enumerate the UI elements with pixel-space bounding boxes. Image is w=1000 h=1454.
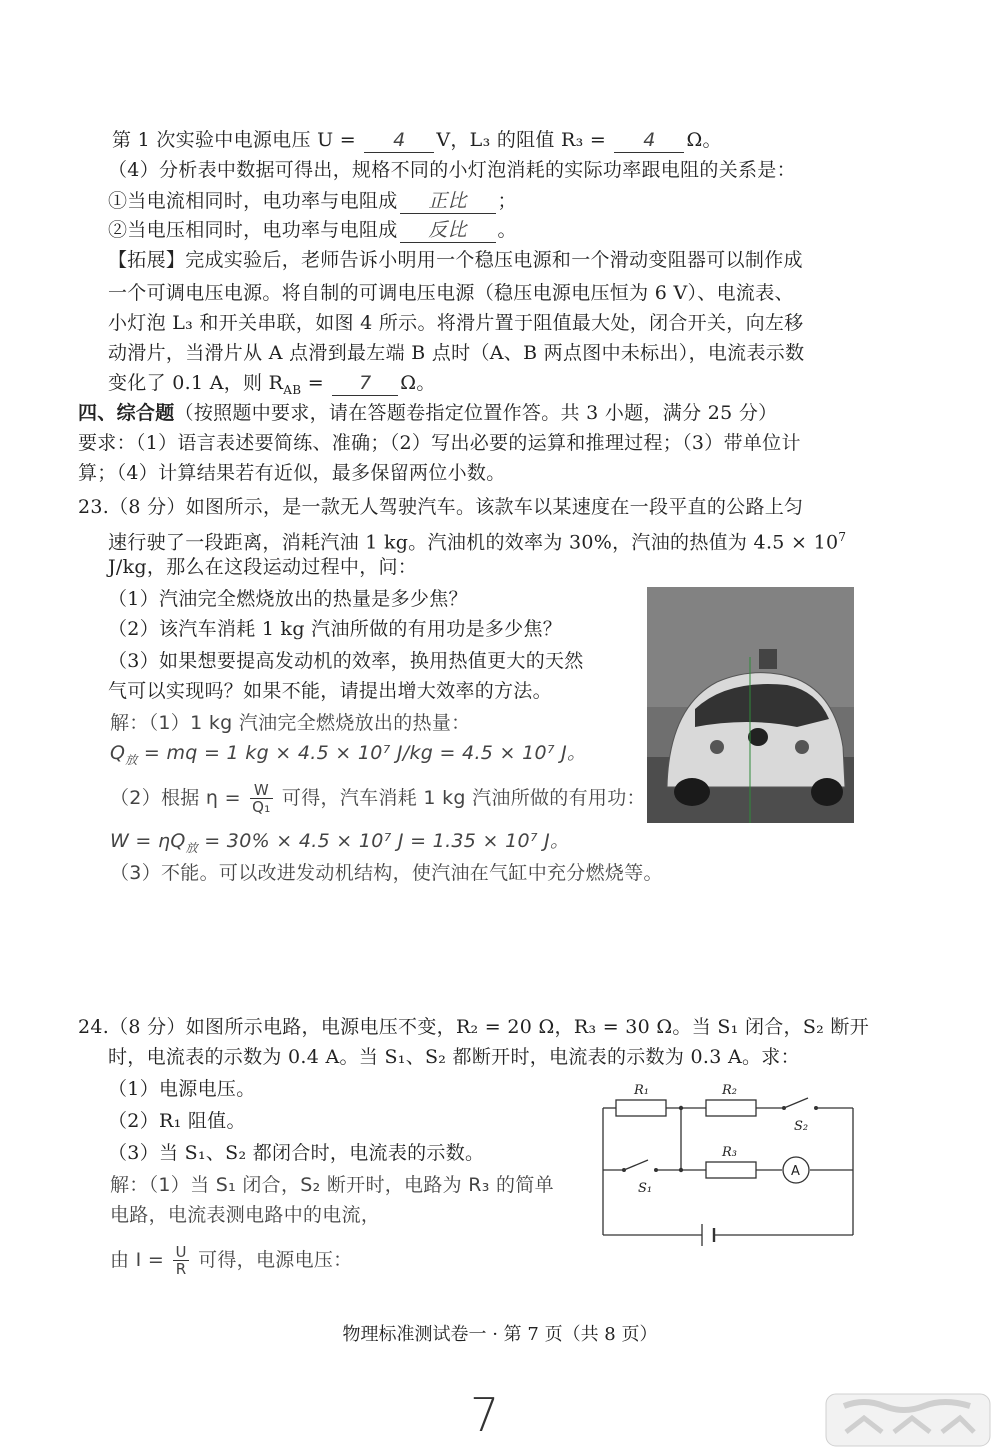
q24-sub-3: （3）当 S₁、S₂ 都闭合时，电流表的示数。 (108, 1142, 485, 1164)
extension-line-4: 动滑片，当滑片从 A 点滑到最左端 B 点时（A、B 两点图中未标出），电流表示数 (108, 342, 805, 364)
answer-blank-voltage: 4 (364, 128, 434, 153)
label-r2: R₂ (722, 1083, 737, 1098)
q23-line-1: 23.（8 分）如图所示，是一款无人驾驶汽车。该款车以某速度在一段平直的公路上匀 (78, 496, 804, 518)
q23-answer-3: （2）根据 η = $\frac{W}{\text{Q₁}}$ 可得，汽车消耗 1 kg 汽油所做的有用功： (110, 781, 646, 816)
q23-sub-1: （1）汽油完全燃烧放出的热量是多少焦？ (108, 588, 468, 610)
q23-answer-5: （3）不能。可以改进发动机结构，使汽油在气缸中充分燃烧等。 (110, 862, 663, 884)
extension-line-3: 小灯泡 L₃ 和开关串联，如图 4 所示。将滑片置于阻值最大处，闭合开关，向左移 (108, 312, 804, 334)
q22-part4-a: ①当电流相同时，电功率与电阻成 正比 ； (108, 190, 517, 212)
q23-answer-4: $W = \eta Q_放 = 30\% \times 4.5 \times 10^7$ J = 1.35 × 10⁷ J。 (110, 830, 570, 855)
extension-line-1: 【拓展】完成实验后，老师告诉小明用一个稳压电源和一个滑动变阻器可以制作成 (108, 249, 803, 271)
switch-s2-blade (784, 1098, 808, 1108)
driverless-car-photo (647, 587, 854, 823)
resistor-r2 (706, 1100, 756, 1116)
switch-s1-blade (624, 1160, 648, 1170)
q24-answer-1: 解：（1）当 S₁ 闭合，S₂ 断开时，电路为 R₃ 的简单 (110, 1174, 554, 1196)
switch-s2-contact (814, 1106, 818, 1110)
q23-sub-3a: （3）如果想要提高发动机的效率，换用热值更大的天然 (108, 650, 584, 672)
car-wheel-left (674, 778, 710, 806)
car-sensor (759, 649, 777, 669)
q23-answer-1: 解：（1）1 kg 汽油完全燃烧放出的热量： (110, 712, 471, 734)
car-nose (748, 728, 768, 746)
label-ammeter: A (791, 1164, 800, 1179)
label-s2: S₂ (794, 1119, 809, 1134)
ohms-law-fraction: $\frac{U}{R}$ (175, 1243, 187, 1278)
answer-blank-rab: 7 (332, 371, 398, 396)
label-s1: S₁ (638, 1181, 653, 1196)
q24-sub-2: （2）R₁ 阻值。 (108, 1110, 246, 1132)
q22-part4-b: ②当电压相同时，电功率与电阻成 反比 。 (108, 219, 517, 241)
answer-blank-resistance: 4 (614, 128, 684, 153)
answer-blank-inverse: 反比 (400, 218, 496, 243)
q23-line-3: J/kg，那么在这段运动过程中，问： (108, 556, 418, 578)
requirements-line-1: 要求：（1）语言表述要简练、准确；（2）写出必要的运算和推理过程；（3）带单位计 (78, 432, 801, 454)
q24-answer-2: 电路，电流表测电路中的电流， (110, 1204, 381, 1226)
junction-top (679, 1106, 683, 1110)
q24-answer-3: 由 I = $\frac{U}{R}$ 可得，电源电压： (110, 1243, 353, 1278)
page-footer: 物理标准测试卷一 · 第 7 页（共 8 页） (342, 1324, 658, 1345)
switch-s2-pivot (782, 1106, 786, 1110)
label-r1: R₁ (634, 1083, 649, 1098)
q23-answer-2: $Q_放$ = mq = 1 kg × 4.5 × 10⁷ J/kg = 4.5 × 10⁷ J。 (110, 742, 587, 767)
label-r3: R₃ (722, 1145, 737, 1160)
extension-line-5: 变化了 0.1 A，则 $R_{AB} = 7$ Ω。 (108, 372, 436, 397)
site-watermark-logo (824, 1392, 992, 1448)
q24-sub-1: （1）电源电压。 (108, 1078, 256, 1100)
q23-sub-2: （2）该汽车消耗 1 kg 汽油所做的有用功是多少焦？ (108, 618, 563, 640)
car-headlight-left (710, 740, 724, 754)
extension-line-2: 一个可调电压电源。将自制的可调电压电源（稳压电源电压恒为 6 V）、电流表、 (108, 282, 794, 304)
junction-mid (679, 1168, 683, 1172)
q24-line-1: 24.（8 分）如图所示电路，电源电压不变，R₂ = 20 Ω，R₃ = 30 Ω。当 S₁ 闭合，S₂ 断开 (78, 1016, 870, 1038)
q22-line-voltage: 第 1 次实验中电源电压 U = 4 V，L₃ 的阻值 R₃ = 4 Ω。 (112, 129, 722, 151)
car-wheel-right (811, 778, 843, 806)
switch-s1-pivot (622, 1168, 626, 1172)
handwritten-page-number: 7 (470, 1388, 500, 1442)
switch-s1-contact (654, 1168, 658, 1172)
q23-line-2: 速行驶了一段距离，消耗汽油 1 kg。汽油机的效率为 30%，汽油的热值为 $4.5 \times 10^7$ (108, 530, 847, 554)
q24-line-2: 时，电流表的示数为 0.4 A。当 S₁、S₂ 都断开时，电流表的示数为 0.3 A。求： (108, 1046, 800, 1068)
q23-sub-3b: 气可以实现吗？如果不能，请提出增大效率的方法。 (108, 680, 552, 702)
section-four-heading: 四、综合题（按照题中要求，请在答题卷指定位置作答。共 3 小题，满分 25 分） (78, 402, 778, 424)
car-headlight-right (795, 740, 809, 754)
resistor-r1 (616, 1100, 666, 1116)
circuit-diagram (598, 1078, 858, 1250)
answer-blank-direct: 正比 (400, 189, 496, 214)
q22-part4: （4）分析表中数据可得出，规格不同的小灯泡消耗的实际功率跟电阻的关系是： (108, 159, 796, 181)
requirements-line-2: 算；（4）计算结果若有近似，最多保留两位小数。 (78, 462, 506, 484)
efficiency-fraction: $\frac{W}{\text{Q₁}}$ (252, 781, 271, 816)
resistor-r3 (706, 1162, 756, 1178)
